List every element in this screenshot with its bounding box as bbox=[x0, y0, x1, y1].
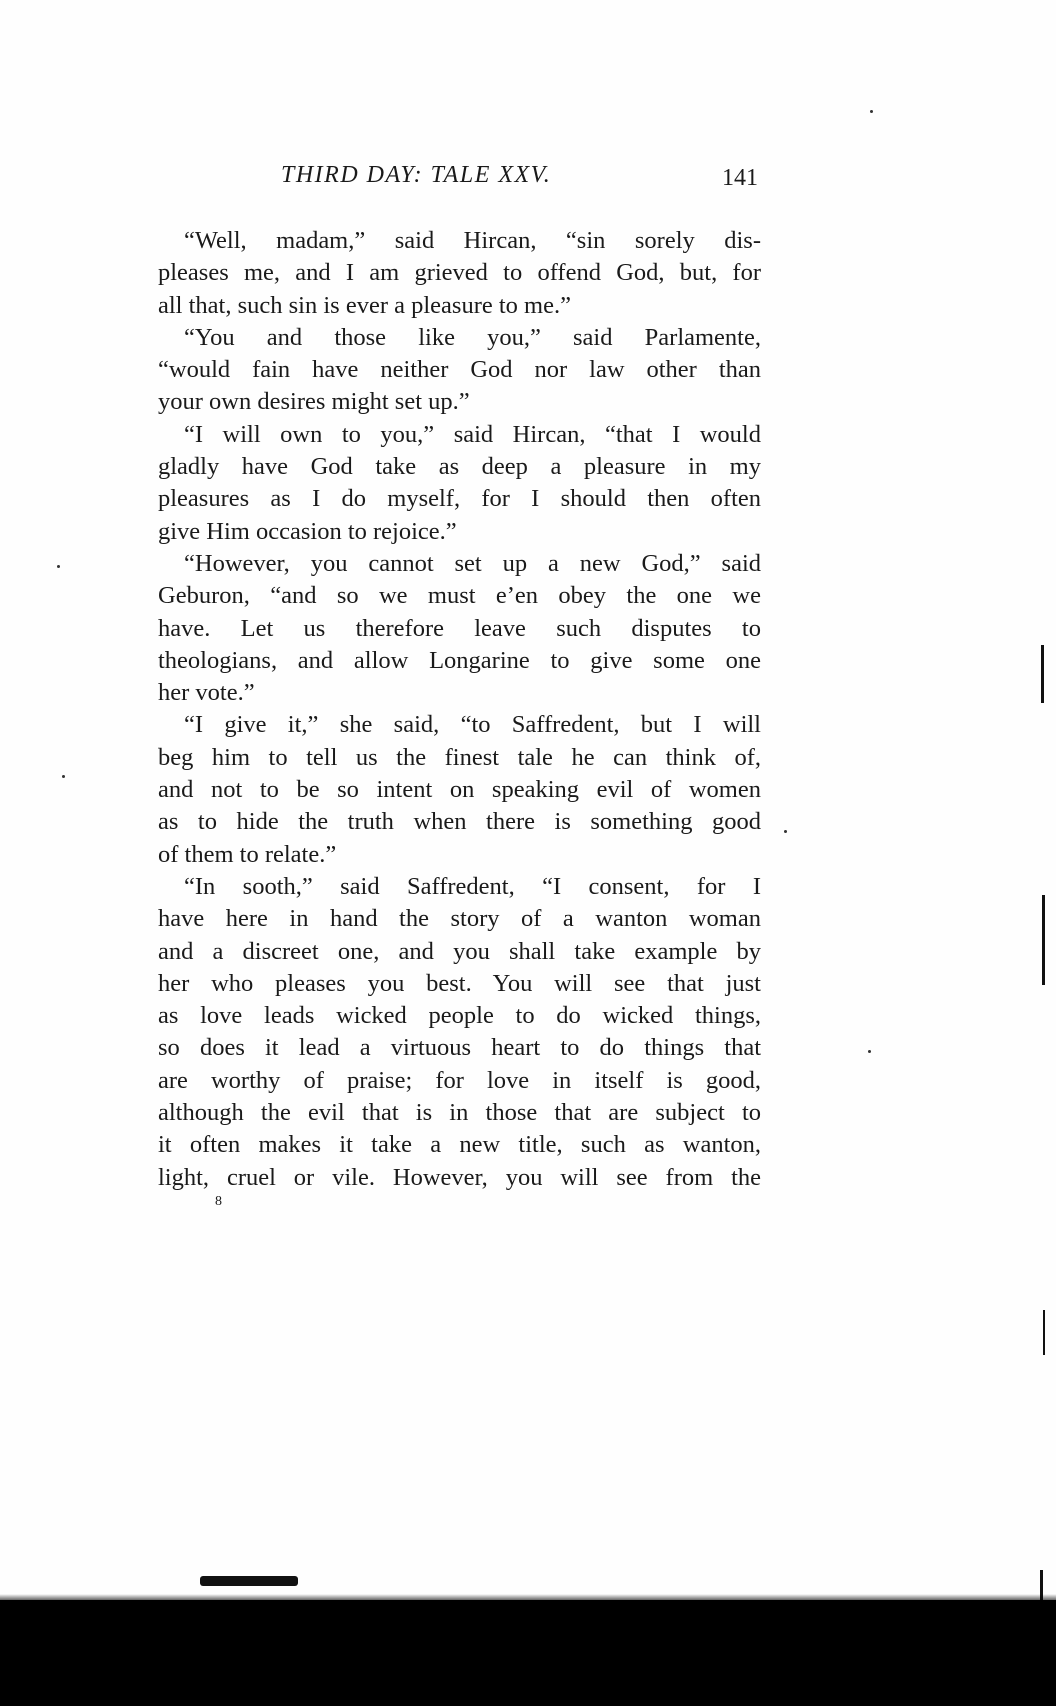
scan-speck bbox=[62, 775, 65, 778]
text-line: pleases me, and I am grieved to offend God, but, for bbox=[158, 259, 761, 287]
text-line: give Him occasion to rejoice.” bbox=[158, 517, 457, 545]
text-line: your own desires might set up.” bbox=[158, 388, 470, 416]
text-line: pleasures as I do myself, for I should then often bbox=[158, 485, 761, 513]
page-number: 141 bbox=[722, 165, 758, 191]
text-line: have. Let us therefore leave such disputes to bbox=[158, 614, 761, 642]
text-line: “would fain have neither God nor law other than bbox=[158, 356, 761, 384]
running-head bbox=[158, 162, 758, 202]
text-line: “I give it,” she said, “to Saffredent, but I will bbox=[184, 711, 761, 739]
text-line: so does it lead a virtuous heart to do things that bbox=[158, 1034, 761, 1062]
text-line: although the evil that is in those that are subject to bbox=[158, 1099, 761, 1127]
text-line: “Well, madam,” said Hircan, “sin sorely dis- bbox=[184, 227, 761, 254]
scan-bottom-shadow bbox=[0, 1600, 1056, 1706]
body-text bbox=[158, 225, 761, 1194]
scan-edge-mark bbox=[1041, 645, 1044, 703]
text-line: “However, you cannot set up a new God,” said bbox=[184, 549, 761, 577]
text-line: Geburon, “and so we must e’en obey the one we bbox=[158, 582, 761, 610]
text-line: “I will own to you,” said Hircan, “that I would bbox=[184, 420, 761, 448]
scan-edge-mark bbox=[1042, 895, 1045, 985]
text-line: “In sooth,” said Saffredent, “I consent, for I bbox=[184, 872, 761, 900]
text-line: beg him to tell us the finest tale he can think of, bbox=[158, 743, 761, 771]
scan-speck bbox=[870, 110, 873, 113]
text-line: and not to be so intent on speaking evil of women bbox=[158, 776, 761, 804]
scan-speck bbox=[784, 830, 787, 833]
text-line: and a discreet one, and you shall take example by bbox=[158, 937, 761, 965]
scan-speck bbox=[868, 1050, 871, 1053]
signature-mark: 8 bbox=[215, 1194, 222, 1209]
text-line: her who pleases you best. You will see that just bbox=[158, 969, 761, 997]
text-line: have here in hand the story of a wanton woman bbox=[158, 905, 761, 933]
text-line: gladly have God take as deep a pleasure in my bbox=[158, 453, 761, 481]
running-title: THIRD DAY: TALE XXV. bbox=[281, 162, 552, 188]
scan-edge-mark bbox=[1043, 1310, 1045, 1355]
scan-speck bbox=[57, 565, 60, 568]
text-line: of them to relate.” bbox=[158, 840, 337, 868]
text-line: as to hide the truth when there is something good bbox=[158, 808, 761, 836]
text-line: her vote.” bbox=[158, 679, 255, 707]
text-line: it often makes it take a new title, such as wanton, bbox=[158, 1131, 761, 1159]
scan-ink-streak bbox=[200, 1576, 298, 1586]
text-line: as love leads wicked people to do wicked things, bbox=[158, 1002, 761, 1030]
text-line: theologians, and allow Longarine to give some one bbox=[158, 646, 761, 674]
text-line: light, cruel or vile. However, you will see from the bbox=[158, 1163, 761, 1191]
text-line: all that, such sin is ever a pleasure to me.” bbox=[158, 291, 571, 319]
text-line: are worthy of praise; for love in itself is good, bbox=[158, 1066, 761, 1094]
text-line: “You and those like you,” said Parlamente, bbox=[184, 323, 761, 351]
